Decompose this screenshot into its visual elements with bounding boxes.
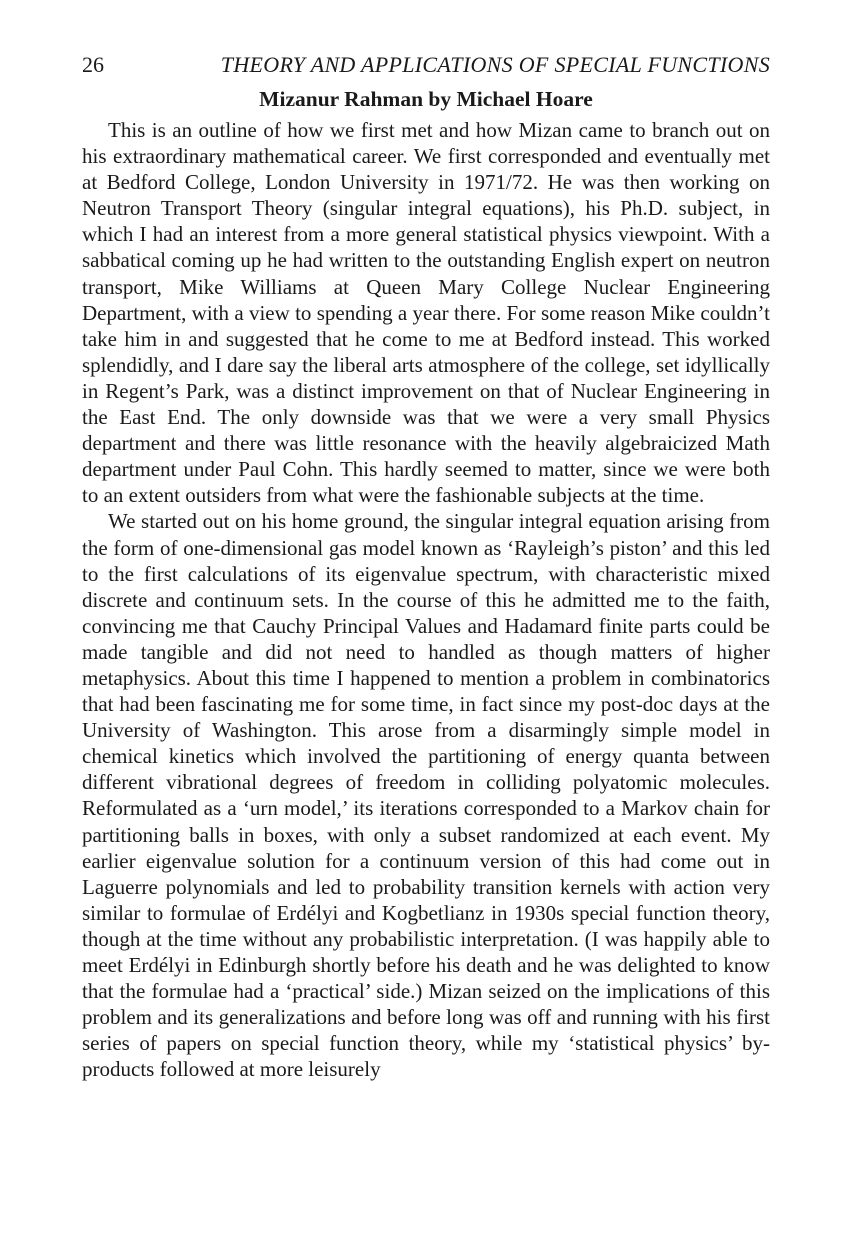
book-title: THEORY AND APPLICATIONS OF SPECIAL FUNCTIONS [220,52,770,77]
paragraph-1: This is an outline of how we first met and how Mizan came to branch out on his extraordinary mathematical career. We first corresponded and eventually met at Bedford College, London University in 1971/72. He was then working on Neutron Transport Theory (singular integral equations), his Ph.D. subject, in which I had an interest from a more general statistical physics viewpoint. With a sabbatical coming up he had written to the outstanding English expert on neutron transport, Mike Williams at Queen Mary College Nuclear Engineering Department, with a view to spending a year there. For some reason Mike couldn’t take him in and suggested that he come to me at Bedford instead. This worked splendidly, and I dare say the liberal arts atmosphere of the college, set idyllically in Regent’s Park, was a distinct improvement on that of Nuclear Engineering in the East End. The only downside was that we were a very small Physics department and there was little resonance with the heavily algebraicized Math department under Paul Cohn. This hardly seemed to matter, since we were both to an extent outsiders from what were the fashionable subjects at the time. [82,118,770,508]
page-number: 26 [82,52,104,77]
running-head [82,48,770,82]
article-title: Mizanur Rahman by Michael Hoare [259,87,593,111]
page [82,48,770,1082]
paragraph-2: We started out on his home ground, the singular integral equation arising from the form of one-dimensional gas model known as ‘Rayleigh’s piston’ and this led to the first calculations of its eigenvalue spectrum, with characteristic mixed discrete and continuum sets. In the course of this he admitted me to the faith, convincing me that Cauchy Principal Values and Hadamard finite parts could be made tangible and did not need to handled as though matters of higher metaphysics. About this time I happened to mention a problem in combinatorics that had been fascinating me for some time, in fact since my post-doc days at the University of Washington. This arose from a disarmingly simple model in chemical kinetics which involved the partitioning of energy quanta between different vibrational degrees of freedom in colliding polyatomic molecules. Reformulated as a ‘urn model,’ its iterations corresponded to a Markov chain for partitioning balls in boxes, with only a subset randomized at each event. My earlier eigenvalue solution for a continuum version of this had come out in Laguerre polynomials and led to probability transition kernels with action very similar to formulae of Erdélyi and Kogbetlianz in 1930s special function theory, though at the time without any probabilistic interpretation. (I was happily able to meet Erdélyi in Edinburgh shortly before his death and he was delighted to know that the formulae had a ‘practical’ side.) Mizan seized on the implications of this problem and its generalizations and before long was off and running with his first series of papers on special function theory, while my ‘statistical physics’ by-products followed at more leisurely [82,509,770,1082]
